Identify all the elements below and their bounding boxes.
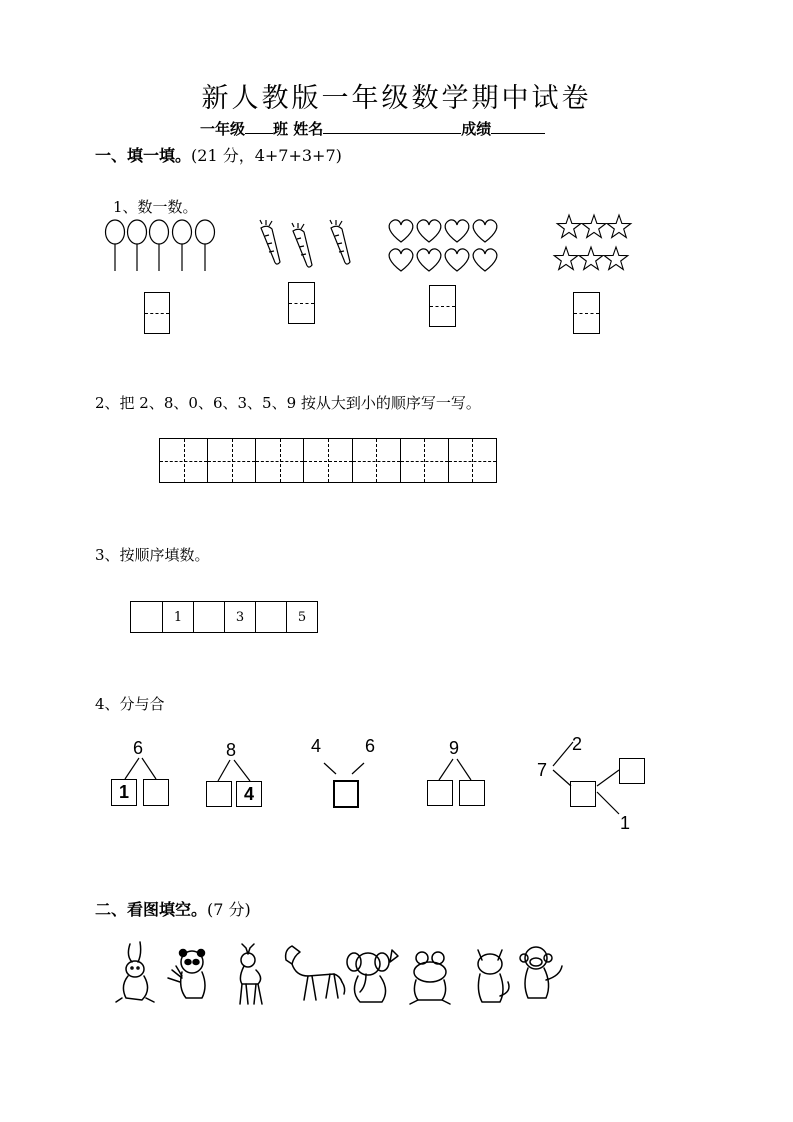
grid-cell[interactable] xyxy=(255,439,303,482)
q4-item4-right-box[interactable] xyxy=(459,780,485,806)
section1-points: (21 分，4+7+3+7) xyxy=(191,146,342,165)
q4-item1-right-box[interactable] xyxy=(143,779,169,806)
q3-sequence xyxy=(130,601,318,633)
sequence-cell[interactable] xyxy=(131,602,162,632)
section2-heading xyxy=(95,897,251,920)
q4-item1-top: 6 xyxy=(133,738,144,758)
animal-row xyxy=(108,940,568,1010)
q3-prompt: 3、按顺序填数。 xyxy=(95,546,210,564)
q4-item3-right: 6 xyxy=(365,736,376,756)
q4-item2-top: 8 xyxy=(226,740,237,760)
grid-cell[interactable] xyxy=(207,439,255,482)
q4-item5-side-box[interactable] xyxy=(619,758,645,784)
page-title: 新人教版一年级数学期中试卷 xyxy=(201,83,592,114)
heart-icon xyxy=(389,220,497,271)
q4-item4-top: 9 xyxy=(449,738,460,758)
elephant-icon xyxy=(347,950,398,1002)
q4-item5-box[interactable] xyxy=(570,781,596,807)
section2-points: (7 分) xyxy=(207,900,251,919)
q4-item4-left-box[interactable] xyxy=(427,780,453,806)
student-info-line xyxy=(200,118,545,139)
carrot-group xyxy=(252,220,352,270)
section1-title: 一、填一填。 xyxy=(95,146,192,165)
deer-icon xyxy=(240,944,262,1004)
section1-heading xyxy=(95,143,342,166)
q4-prompt: 4、分与合 xyxy=(95,695,165,713)
q1-prompt: 1、数一数。 xyxy=(113,198,198,216)
star-icon xyxy=(554,215,631,270)
name-label: 姓名 xyxy=(293,120,324,138)
class-label: 班 xyxy=(273,120,289,138)
frog-icon xyxy=(410,952,450,1004)
star-count-box[interactable] xyxy=(573,292,600,334)
grid-cell[interactable] xyxy=(448,439,496,482)
q4-item3-box[interactable] xyxy=(333,780,359,808)
score-label: 成绩 xyxy=(461,120,492,138)
sequence-cell: 5 xyxy=(286,602,317,632)
carrot-icon xyxy=(260,220,350,267)
balloon-icon xyxy=(106,220,215,271)
balloon-group xyxy=(104,218,220,272)
sequence-cell: 3 xyxy=(224,602,255,632)
q4-item1-left-box: 1 xyxy=(111,779,137,806)
star-group xyxy=(552,214,632,274)
class-blank[interactable] xyxy=(245,119,273,134)
sequence-cell: 1 xyxy=(162,602,193,632)
q4-item5-lower: 1 xyxy=(620,813,631,833)
heart-group xyxy=(387,218,502,274)
grade-label: 一年级 xyxy=(200,120,246,138)
q2-prompt: 2、把 2、8、0、6、3、5、9 按从大到小的顺序写一写。 xyxy=(95,394,481,412)
monkey-icon xyxy=(520,947,562,998)
horse-icon xyxy=(286,946,345,1000)
name-blank[interactable] xyxy=(323,119,461,134)
balloon-count-box[interactable] xyxy=(144,292,170,334)
carrot-count-box[interactable] xyxy=(288,282,315,324)
rabbit-icon xyxy=(116,942,154,1002)
score-blank[interactable] xyxy=(491,119,545,134)
sequence-cell[interactable] xyxy=(193,602,224,632)
grid-cell[interactable] xyxy=(400,439,448,482)
sequence-cell[interactable] xyxy=(255,602,286,632)
heart-count-box[interactable] xyxy=(429,285,456,327)
q4-item2-left-box[interactable] xyxy=(206,781,232,807)
grid-cell[interactable] xyxy=(160,439,207,482)
q4-item2-right-box: 4 xyxy=(236,781,262,807)
section2-title: 二、看图填空。 xyxy=(95,900,208,919)
q4-item5-branches xyxy=(545,740,655,830)
grid-cell[interactable] xyxy=(303,439,351,482)
cat-icon xyxy=(478,950,509,1002)
panda-icon xyxy=(168,950,205,999)
q4-item3-left: 4 xyxy=(311,736,322,756)
q2-writing-grid[interactable] xyxy=(159,438,497,483)
q4-item5-upper: 2 xyxy=(572,734,583,754)
grid-cell[interactable] xyxy=(352,439,400,482)
q4-item5-left: 7 xyxy=(537,760,548,780)
